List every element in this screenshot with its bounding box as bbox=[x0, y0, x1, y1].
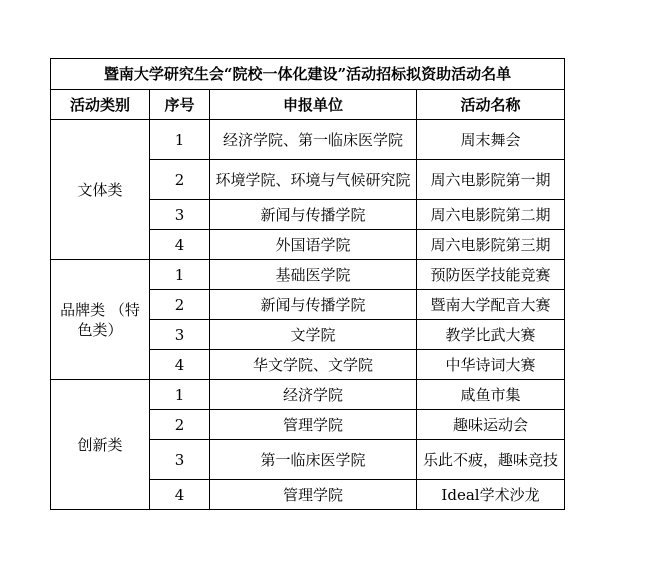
header-category: 活动类别 bbox=[51, 90, 150, 120]
row-unit: 经济学院 bbox=[210, 380, 417, 410]
row-number: 1 bbox=[150, 260, 210, 290]
header-row bbox=[51, 90, 565, 120]
row-unit: 华文学院、文学院 bbox=[210, 350, 417, 380]
row-number: 4 bbox=[150, 350, 210, 380]
row-activity: 教学比武大赛 bbox=[417, 320, 565, 350]
category-cell: 文体类 bbox=[51, 120, 150, 260]
row-number: 3 bbox=[150, 200, 210, 230]
row-number: 3 bbox=[150, 440, 210, 480]
row-number: 1 bbox=[150, 120, 210, 160]
row-unit: 外国语学院 bbox=[210, 230, 417, 260]
row-activity: 周六电影院第二期 bbox=[417, 200, 565, 230]
row-number: 2 bbox=[150, 160, 210, 200]
row-number: 2 bbox=[150, 410, 210, 440]
row-number: 3 bbox=[150, 320, 210, 350]
row-unit: 基础医学院 bbox=[210, 260, 417, 290]
row-number: 2 bbox=[150, 290, 210, 320]
row-activity: 乐此不疲，趣味竞技 bbox=[417, 440, 565, 480]
row-activity: 暨南大学配音大赛 bbox=[417, 290, 565, 320]
row-activity: 预防医学技能竞赛 bbox=[417, 260, 565, 290]
row-activity: 周六电影院第一期 bbox=[417, 160, 565, 200]
row-activity: 咸鱼市集 bbox=[417, 380, 565, 410]
row-unit: 环境学院、环境与气候研究院 bbox=[210, 160, 417, 200]
table-title: 暨南大学研究生会“院校一体化建设”活动招标拟资助活动名单 bbox=[51, 59, 565, 90]
category-cell: 品牌类 （特色类） bbox=[51, 260, 150, 380]
header-activity: 活动名称 bbox=[417, 90, 565, 120]
row-number: 4 bbox=[150, 230, 210, 260]
row-unit: 管理学院 bbox=[210, 410, 417, 440]
row-unit: 文学院 bbox=[210, 320, 417, 350]
row-number: 1 bbox=[150, 380, 210, 410]
row-unit: 管理学院 bbox=[210, 480, 417, 510]
table-row bbox=[51, 380, 565, 410]
table-row bbox=[51, 120, 565, 160]
row-activity: 趣味运动会 bbox=[417, 410, 565, 440]
row-activity: 中华诗词大赛 bbox=[417, 350, 565, 380]
header-number: 序号 bbox=[150, 90, 210, 120]
row-activity: Ideal学术沙龙 bbox=[417, 480, 565, 510]
row-activity: 周六电影院第三期 bbox=[417, 230, 565, 260]
row-unit: 新闻与传播学院 bbox=[210, 290, 417, 320]
header-unit: 申报单位 bbox=[210, 90, 417, 120]
row-unit: 第一临床医学院 bbox=[210, 440, 417, 480]
category-cell: 创新类 bbox=[51, 380, 150, 510]
title-row bbox=[51, 59, 565, 90]
funding-list-table bbox=[50, 58, 565, 510]
row-number: 4 bbox=[150, 480, 210, 510]
row-unit: 经济学院、第一临床医学院 bbox=[210, 120, 417, 160]
row-unit: 新闻与传播学院 bbox=[210, 200, 417, 230]
table-row bbox=[51, 260, 565, 290]
row-activity: 周末舞会 bbox=[417, 120, 565, 160]
